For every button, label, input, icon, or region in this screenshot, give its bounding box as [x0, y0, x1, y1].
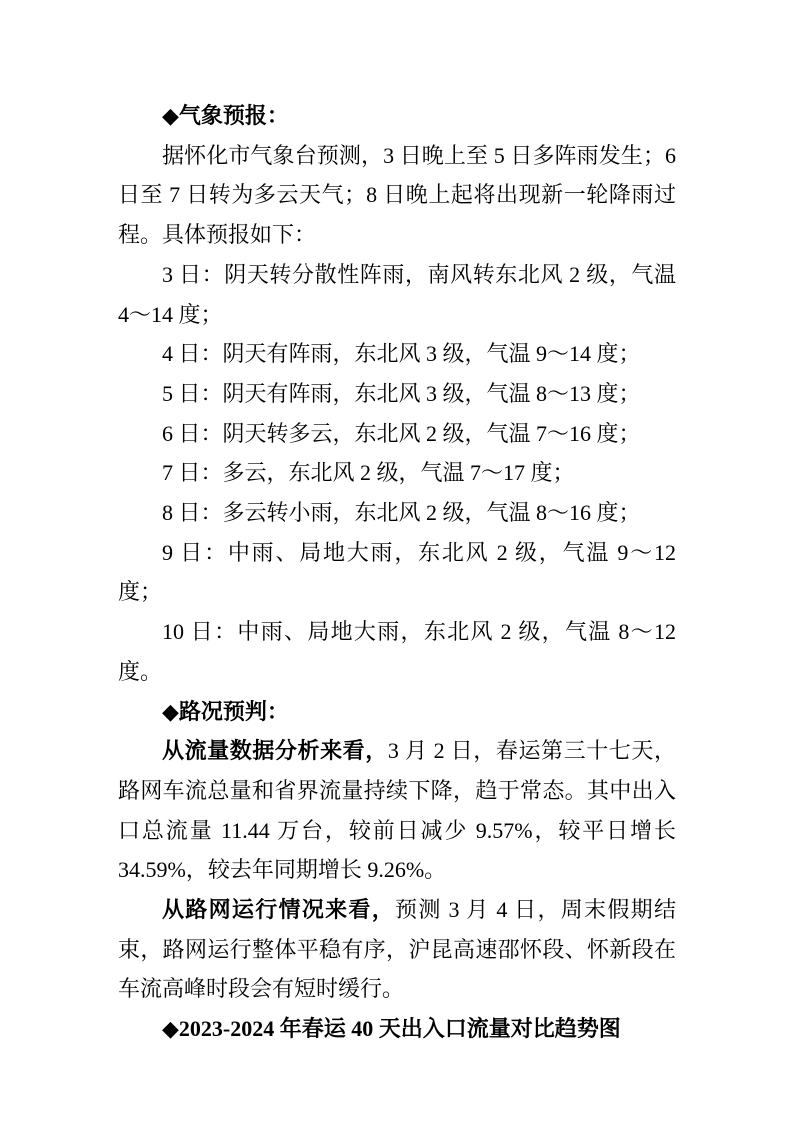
- road-paragraph-network-status-lead: 从路网运行情况来看，: [162, 897, 396, 923]
- road-paragraph-traffic-data: [118, 731, 676, 890]
- forecast-item-day9: 9 日：中雨、局地大雨，东北风 2 级，气温 9～12 度；: [118, 539, 676, 605]
- forecast-item-day6: 6 日：阴天转多云，东北风 2 级，气温 7～16 度；: [162, 420, 641, 446]
- road-paragraph-traffic-data-lead: 从流量数据分析来看，: [162, 738, 388, 764]
- road-paragraph-traffic-data-body: 3 月 2 日，春运第三十七天，路网车流总量和省界流量持续下降，趋于常态。其中出入口总流量 11.44 万台，较前日减少 9.57%，较平日增长 34.59%，较去年同期增长 9.26%。: [118, 738, 676, 883]
- road-section-heading: ◆路况预判：: [162, 698, 289, 724]
- page-content: [118, 96, 676, 1049]
- forecast-item-day10: 10 日：中雨、局地大雨，东北风 2 级，气温 8～12 度。: [118, 619, 676, 684]
- forecast-item-day5: 5 日：阴天有阵雨，东北风 3 级，气温 8～13 度；: [162, 380, 641, 406]
- chart-section-heading: ◆2023-2024 年春运 40 天出入口流量对比趋势图: [162, 1016, 621, 1042]
- forecast-item-day7: 7 日：多云，东北风 2 级，气温 7～17 度；: [162, 460, 575, 486]
- road-paragraph-network-status-body: 预测 3 月 4 日，周末假期结束，路网运行整体平稳有序，沪昆高速邵怀段、怀新段在车流高峰时段会有短时缓行。: [118, 897, 676, 1002]
- forecast-item-day4: 4 日：阴天有阵雨，东北风 3 级，气温 9～14 度；: [162, 341, 641, 367]
- forecast-item-day3: 3 日：阴天转分散性阵雨，南风转东北风 2 级，气温 4～14 度；: [118, 261, 676, 327]
- road-paragraph-network-status: [118, 890, 676, 1009]
- forecast-item-day8: 8 日：多云转小雨，东北风 2 级，气温 8～16 度；: [162, 500, 641, 526]
- weather-section-heading: ◆气象预报：: [162, 103, 289, 128]
- weather-intro-paragraph: 据怀化市气象台预测，3 日晚上至 5 日多阵雨发生；6 日至 7 日转为多云天气；8 日晚上起将出现新一轮降雨过程。具体预报如下：: [118, 142, 676, 248]
